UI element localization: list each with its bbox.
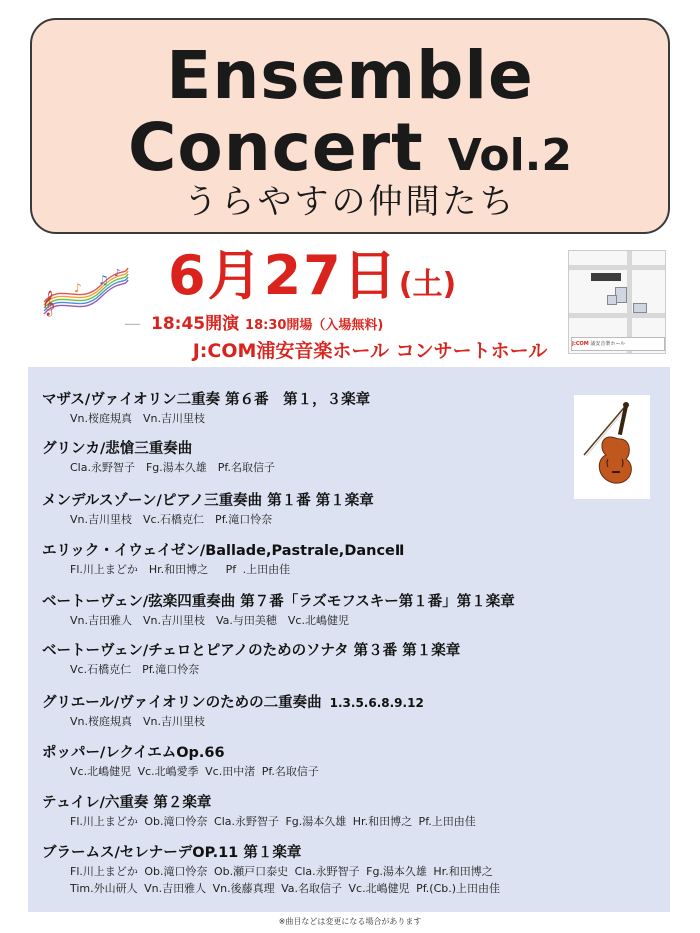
program-piece <box>42 743 660 763</box>
title-subtitle: うらやすの仲間たち <box>183 182 517 222</box>
program-piece-title: ポッパー/レクイエムOp.66 <box>42 745 225 761</box>
program-performers: Cla.永野智子 Fg.湯本久雄 Pf.名取信子 <box>70 461 275 474</box>
program-piece <box>42 843 660 863</box>
map-road <box>569 265 665 270</box>
program-piece <box>42 641 660 661</box>
program-performers: Fl.川上まどか Hr.和田博之 Pf .上田由佳 <box>70 563 291 576</box>
program-item <box>42 641 660 678</box>
program-piece <box>42 693 660 713</box>
program-piece-title: グリエール/ヴァイオリンのための二重奏曲 <box>42 695 322 711</box>
program-item <box>42 439 660 476</box>
svg-text:𝄞: 𝄞 <box>42 291 56 316</box>
event-start: 18:45開演 <box>151 314 240 334</box>
program-piece-title: ブラームス/セレナーデOP.11 第１楽章 <box>42 845 302 861</box>
program-piece-title: マザス/ヴァイオリン二重奏 第６番 第１，３楽章 <box>42 392 371 408</box>
program-piece <box>42 439 660 459</box>
program-piece-title: グリンカ/悲愴三重奏曲 <box>42 441 193 457</box>
title-line2 <box>32 109 668 192</box>
program-piece-title: エリック・イウェイゼン/Ballade,Pastrale,DanceⅡ <box>42 543 405 559</box>
event-time <box>124 312 383 338</box>
title-concert: Concert <box>127 109 424 186</box>
event-date <box>168 246 456 315</box>
program-piece-title: ベートーヴェン/チェロとピアノのためのソナタ 第３番 第１楽章 <box>42 643 461 659</box>
music-notes-icon <box>40 262 130 318</box>
title-line1: Ensemble <box>166 37 534 114</box>
dash-decoration: — <box>124 314 141 334</box>
program-item <box>42 743 660 780</box>
program-piece <box>42 541 660 561</box>
map-building <box>633 303 647 313</box>
program-performers: Vn.吉田雅人 Vn.吉川里枝 Va.与田美穂 Vc.北嶋健児 <box>70 614 349 627</box>
map-label-text: 浦安音楽ホール <box>590 341 626 347</box>
footnote: ※曲目などは変更になる場合があります <box>278 917 422 926</box>
program-piece <box>42 390 660 410</box>
map-label-brand: J:COM <box>572 341 589 347</box>
title-volume: Vol.2 <box>447 130 573 181</box>
program-piece-title: ベートーヴェン/弦楽四重奏曲 第７番「ラズモフスキー第１番」第１楽章 <box>42 594 515 610</box>
event-day: (土) <box>398 267 457 302</box>
event-venue: J:COM浦安音楽ホール コンサートホール <box>192 340 548 362</box>
event-doors: 18:30開場（入場無料) <box>245 318 384 333</box>
program-performers: Fl.川上まどか Ob.滝口怜奈 Cla.永野智子 Fg.湯本久雄 Hr.和田博之 Pf.上田由佳 <box>70 815 476 828</box>
program-item <box>42 541 660 578</box>
map-road <box>569 313 665 318</box>
program-piece-title: メンデルスゾーン/ピアノ三重奏曲 第１番 第１楽章 <box>42 493 374 509</box>
svg-text:♫: ♫ <box>98 273 109 287</box>
venue-map <box>568 250 666 354</box>
program-item <box>42 592 660 629</box>
title-box <box>30 18 670 234</box>
program-piece <box>42 491 660 511</box>
program-piece-movements: 1.3.5.6.8.9.12 <box>329 696 424 710</box>
program-performers: Vn.桜庭規真 Vn.吉川里枝 <box>70 412 205 425</box>
event-date-text: 6月27日 <box>168 244 399 307</box>
program-piece-title: テュイレ/六重奏 第２楽章 <box>42 795 212 811</box>
map-building <box>607 295 617 305</box>
svg-text:♪: ♪ <box>114 268 121 279</box>
map-building <box>591 273 621 281</box>
program-item <box>42 390 660 427</box>
svg-text:♪: ♪ <box>74 281 82 295</box>
program-piece <box>42 592 660 612</box>
program-performers: Vn.桜庭規真 Vn.吉川里枝 <box>70 715 205 728</box>
program-item <box>42 843 660 897</box>
map-label <box>571 337 665 351</box>
program-item <box>42 793 660 830</box>
program-item <box>42 693 660 730</box>
program-item <box>42 491 660 528</box>
program-performers: Vc.北嶋健児 Vc.北嶋愛季 Vc.田中渚 Pf.名取信子 <box>70 765 319 778</box>
program-performers: Fl.川上まどか Ob.滝口怜奈 Ob.瀬戸口泰史 Cla.永野智子 Fg.湯本久雄 Hr.和田博之 <box>70 865 493 878</box>
program-piece <box>42 793 660 813</box>
violin-icon <box>574 395 650 499</box>
program-performers: Vn.吉川里枝 Vc.石橋克仁 Pf.滝口怜奈 <box>70 513 273 526</box>
program-performers: Vc.石橋克仁 Pf.滝口怜奈 <box>70 663 200 676</box>
program-performers: Tim.外山研人 Vn.吉田雅人 Vn.後藤真理 Va.名取信子 Vc.北嶋健児 Pf.(Cb.)上田由佳 <box>70 882 501 895</box>
